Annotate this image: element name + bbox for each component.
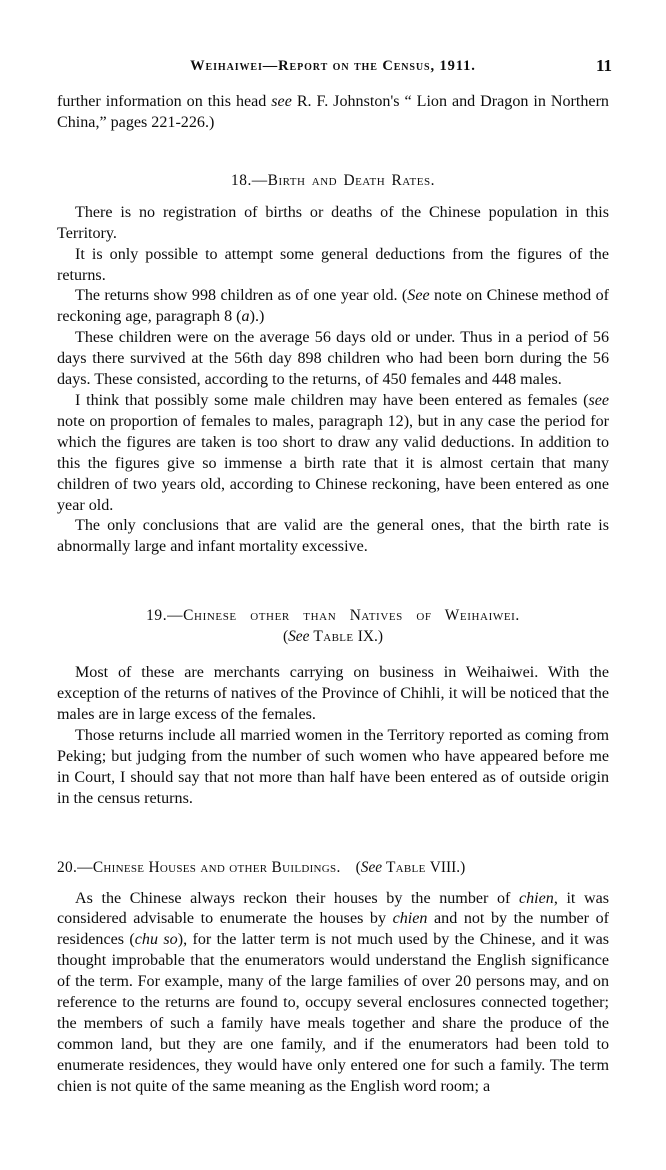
reference-close: .) <box>456 858 466 876</box>
italic-phrase: chien <box>392 910 428 928</box>
section-heading-18: 18.—Birth and Death Rates. <box>231 171 435 189</box>
reference-open: ( <box>355 858 361 876</box>
section-19-table-reference <box>57 626 609 647</box>
section-heading-19: 19.—Chinese other than Natives of Weihaiwei. <box>146 607 520 625</box>
page-number: 11 <box>595 56 612 75</box>
spacer <box>57 134 609 170</box>
paragraph: There is no registration of births or deaths of the Chinese population in this Territory. <box>57 203 609 242</box>
spacer <box>57 810 609 857</box>
italic-phrase: See <box>288 628 310 646</box>
section-heading-20 <box>57 857 609 878</box>
italic-phrase: a <box>241 308 250 326</box>
paragraph-text: As the Chinese always reckon their houses by the number of <box>75 889 519 907</box>
italic-phrase: see <box>271 93 292 110</box>
paragraph: These children were on the average 56 days old or under. Thus in a period of 56 days there survived at the 56th day 898 children who had been born during the 56 days. These consisted, according to the returns, of 450 females and 448 males. <box>57 329 609 389</box>
paragraph <box>57 391 609 516</box>
reference-close: .) <box>374 628 384 646</box>
reference-table-number: VIII <box>429 858 457 876</box>
spacer <box>57 558 609 605</box>
paragraph: Most of these are merchants carrying on business in Weihaiwei. With the exception of the returns of natives of the Province of Chihli, it will be noticed that the males are in large excess of the females. <box>57 664 609 724</box>
paragraph <box>57 889 609 1098</box>
running-head <box>57 56 612 80</box>
italic-phrase: see <box>588 391 609 409</box>
reference-open: ( <box>282 628 289 646</box>
spacer <box>57 191 609 203</box>
paragraph: It is only possible to attempt some general deductions from the figures of the returns. <box>57 245 609 284</box>
italic-phrase: chien <box>518 889 554 907</box>
spacer <box>57 878 609 889</box>
paragraph-text: further information on this head <box>57 93 272 110</box>
reference-table-number: IX <box>357 628 375 646</box>
text-column <box>57 92 609 1098</box>
paragraph-text: note on Chinese method of reckoning age, paragraph 8 ( <box>57 287 609 326</box>
paragraph: Those returns include all married women in the Territory reported as coming from Peking; but judging from the number of such women who have appeared before me in Court, I should say that not more than half have been entered as of outside origin in the census returns. <box>57 726 609 807</box>
paragraph-text: R. F. Johnston's “ Lion and Dragon in Northern China,” pages 221-226.) <box>57 93 609 131</box>
paragraph-text: and not by the number of residences ( <box>57 910 610 949</box>
section-20-table-reference <box>356 859 466 876</box>
paragraph-text: ).) <box>249 308 265 326</box>
reference-table-label: Table <box>309 628 358 646</box>
italic-phrase: See <box>360 858 383 876</box>
section-heading-text: 20.—Chinese Houses and other Buildings. <box>57 858 341 876</box>
paragraph-continuation <box>57 92 609 134</box>
paragraph: The only conclusions that are valid are the general ones, that the birth rate is abnormally large and infant mortality excessive. <box>57 517 609 556</box>
spacer <box>57 647 609 663</box>
reference-table-label: Table <box>382 858 430 876</box>
italic-phrase: chu so <box>134 931 178 949</box>
running-head-title: Weihaiwei—Report on the Census, 1911. <box>190 58 476 74</box>
paragraph-text: , it was considered advisable to enumerate the houses by <box>57 889 609 928</box>
italic-phrase: See <box>407 287 430 305</box>
paragraph-text: note on proportion of females to males, paragraph 12), but in any case the period for which the figures are taken is too short to draw any valid deductions. In addition to this the figures give so immense a birth rate that it is almost certain that many children of two years old, according to Chinese reckoning, have been entered as one year old. <box>57 412 609 514</box>
paragraph-text: ), for the latter term is not much used by the Chinese, and it was thought improbable that the enumerators would understand the English significance of the term. For example, many of the large families of over 20 persons may, and on reference to the returns are found to, occupy several enclosures connected together; the members of such a family have meals together and share the produce of the common land, but they are one family, and if the enumerators had been told to enumerate residences, they would have only entered one for such a family. The term chien is not quite of the same meaning as the English word room; a <box>57 931 609 1095</box>
paragraph-text: The returns show 998 children as of one year old. ( <box>75 287 408 305</box>
paragraph <box>57 286 609 328</box>
paragraph-text: I think that possibly some male children may have been entered as females ( <box>75 391 589 409</box>
